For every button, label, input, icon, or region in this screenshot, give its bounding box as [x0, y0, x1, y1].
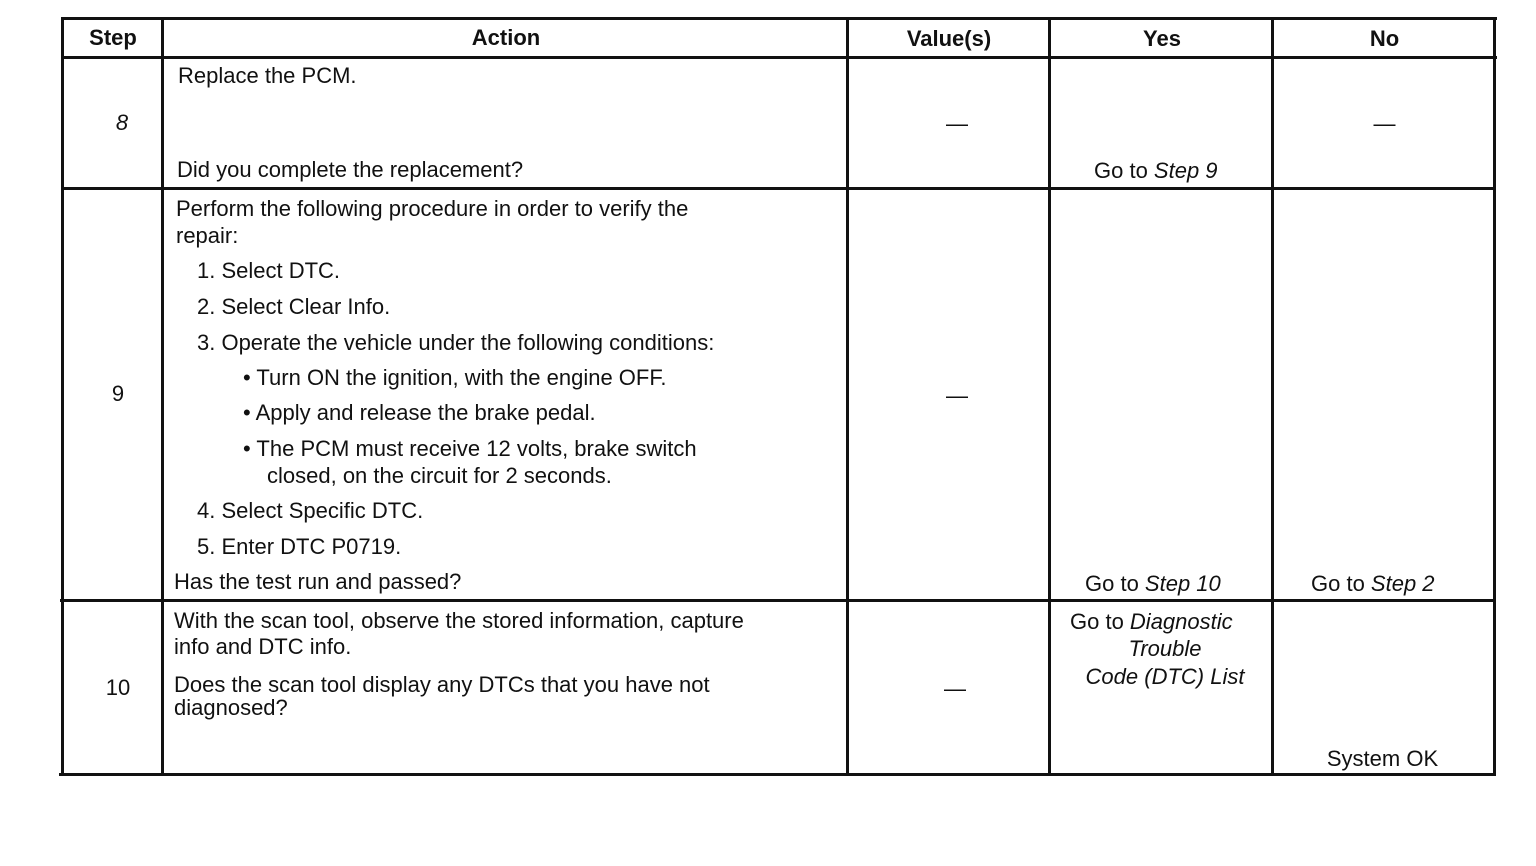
header-action: Action: [471, 25, 541, 50]
table-border-bottom: [59, 773, 1494, 776]
action-9-bullet-3: • The PCM must receive 12 volts, brake switch: [243, 436, 697, 461]
no-9-link: Step 2: [1370, 571, 1435, 596]
action-9-step-3: 3. Operate the vehicle under the following conditions:: [197, 330, 715, 355]
action-10-line-4: diagnosed?: [174, 695, 288, 720]
header-step: Step: [89, 25, 137, 50]
action-9-step-4: 4. Select Specific DTC.: [197, 498, 424, 523]
value-9: —: [946, 383, 968, 408]
action-9-step-1: 1. Select DTC.: [197, 258, 341, 283]
yes-10-line-1: [1070, 609, 1233, 635]
yes-9: [1085, 571, 1221, 597]
action-9-question: Has the test run and passed?: [174, 569, 462, 594]
header-no: No: [1369, 26, 1400, 51]
yes-10-link-2: Trouble: [1128, 636, 1202, 661]
action-10-line-3: Does the scan tool display any DTCs that you have not: [174, 672, 710, 697]
action-9-bullet-2: • Apply and release the brake pedal.: [243, 400, 596, 425]
yes-9-link: Step 10: [1144, 571, 1221, 596]
yes-8-prefix: Go to: [1094, 158, 1154, 183]
yes-8-link: Step 9: [1153, 158, 1218, 183]
action-10-line-1: With the scan tool, observe the stored information, capture: [174, 608, 744, 633]
action-9-step-5: 5. Enter DTC P0719.: [197, 534, 402, 559]
no-10: System OK: [1326, 746, 1439, 771]
header-yes: Yes: [1143, 26, 1181, 51]
action-8-line-1: Replace the PCM.: [178, 63, 357, 88]
no-9: [1311, 571, 1435, 597]
yes-10-link-3: Code (DTC) List: [1085, 664, 1245, 689]
action-9-bullet-1: • Turn ON the ignition, with the engine OFF.: [243, 365, 667, 390]
header-values: Value(s): [906, 26, 992, 51]
value-8: —: [946, 111, 968, 136]
yes-10-prefix: Go to: [1070, 609, 1130, 634]
action-9-bullet-3-cont: closed, on the circuit for 2 seconds.: [267, 463, 612, 488]
action-8-line-2: Did you complete the replacement?: [177, 157, 524, 182]
row-divider-9-10: [60, 599, 1494, 602]
no-8: —: [1373, 111, 1396, 136]
value-10: —: [944, 676, 966, 701]
table-border-top: [62, 17, 1497, 20]
row-divider-8-9: [62, 187, 1496, 190]
action-9-line-2: repair:: [176, 223, 239, 248]
step-8: 8: [115, 110, 129, 135]
yes-10-link-1: Diagnostic: [1129, 609, 1233, 634]
header-divider: [62, 56, 1497, 59]
action-10-line-2: info and DTC info.: [174, 634, 352, 659]
action-9-line-1: Perform the following procedure in order to verify the: [176, 196, 689, 221]
no-9-prefix: Go to: [1311, 571, 1371, 596]
step-10: 10: [105, 675, 131, 700]
step-9: 9: [111, 381, 125, 406]
action-9-step-2: 2. Select Clear Info.: [197, 294, 391, 319]
yes-8: [1094, 158, 1218, 184]
yes-9-prefix: Go to: [1085, 571, 1145, 596]
